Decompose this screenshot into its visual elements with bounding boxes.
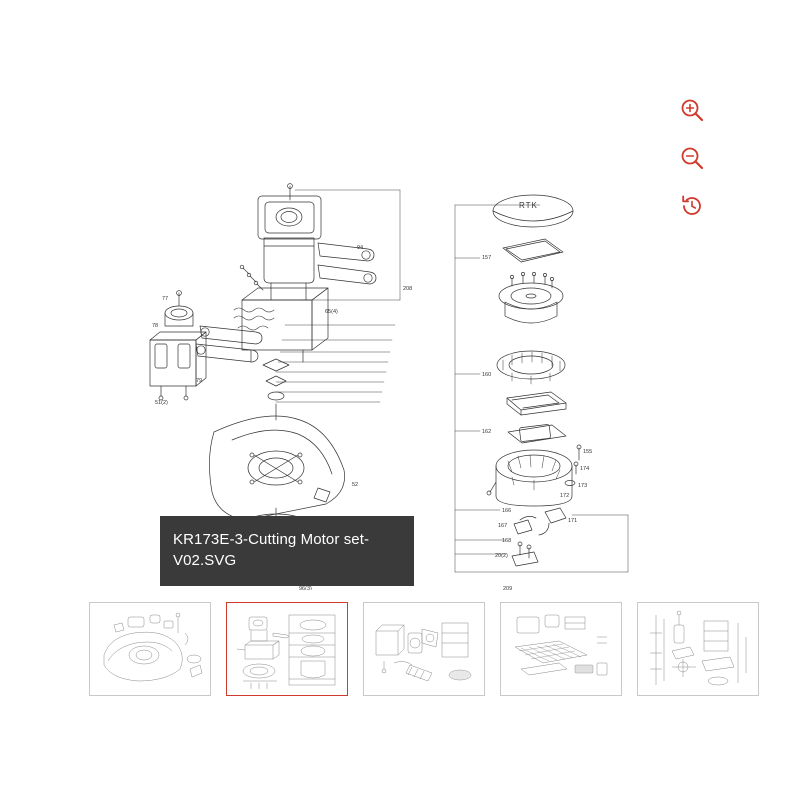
thumbnail-item-3[interactable] bbox=[363, 602, 485, 696]
svg-text:96(3): 96(3) bbox=[299, 586, 312, 590]
svg-text:209: 209 bbox=[503, 586, 513, 590]
svg-text:78: 78 bbox=[152, 323, 159, 329]
thumbnail-item-2[interactable] bbox=[226, 602, 348, 696]
svg-text:168: 168 bbox=[502, 538, 512, 544]
svg-text:157: 157 bbox=[482, 255, 492, 261]
svg-text:65(4): 65(4) bbox=[325, 309, 338, 315]
zoom-in-button[interactable] bbox=[678, 96, 706, 124]
svg-text:162: 162 bbox=[482, 429, 492, 435]
svg-text:94: 94 bbox=[357, 245, 364, 251]
history-reset-icon bbox=[679, 193, 705, 219]
viewer-toolbar bbox=[672, 96, 712, 220]
thumbnail-preview-5 bbox=[638, 603, 759, 696]
thumbnail-item-1[interactable] bbox=[89, 602, 211, 696]
file-name-caption: KR173E-3-Cutting Motor set-V02.SVG bbox=[160, 516, 414, 586]
zoom-in-icon bbox=[679, 97, 705, 123]
svg-text:166: 166 bbox=[502, 508, 512, 514]
svg-text:171: 171 bbox=[568, 518, 578, 524]
zoom-out-icon bbox=[679, 145, 705, 171]
svg-text:20(2): 20(2) bbox=[495, 553, 508, 559]
zoom-out-button[interactable] bbox=[678, 144, 706, 172]
svg-text:173: 173 bbox=[578, 483, 588, 489]
svg-text:77: 77 bbox=[162, 296, 169, 302]
thumbnail-preview-3 bbox=[364, 603, 485, 696]
svg-text:174: 174 bbox=[580, 466, 590, 472]
thumbnail-preview-1 bbox=[90, 603, 211, 696]
svg-text:79: 79 bbox=[196, 378, 203, 384]
svg-text:172: 172 bbox=[560, 493, 570, 499]
thumbnail-preview-2 bbox=[227, 603, 348, 696]
thumbnail-item-5[interactable] bbox=[637, 602, 759, 696]
svg-text:208: 208 bbox=[403, 286, 413, 292]
svg-text:167: 167 bbox=[498, 523, 508, 529]
svg-text:51(2): 51(2) bbox=[155, 400, 168, 406]
svg-text:155: 155 bbox=[583, 449, 593, 455]
thumbnail-preview-4 bbox=[501, 603, 622, 696]
svg-text:52: 52 bbox=[352, 482, 359, 488]
svg-text:RTK: RTK bbox=[519, 201, 538, 210]
thumbnail-strip[interactable] bbox=[0, 602, 800, 698]
svg-text:160: 160 bbox=[482, 372, 492, 378]
thumbnail-item-4[interactable] bbox=[500, 602, 622, 696]
reset-view-button[interactable] bbox=[678, 192, 706, 220]
